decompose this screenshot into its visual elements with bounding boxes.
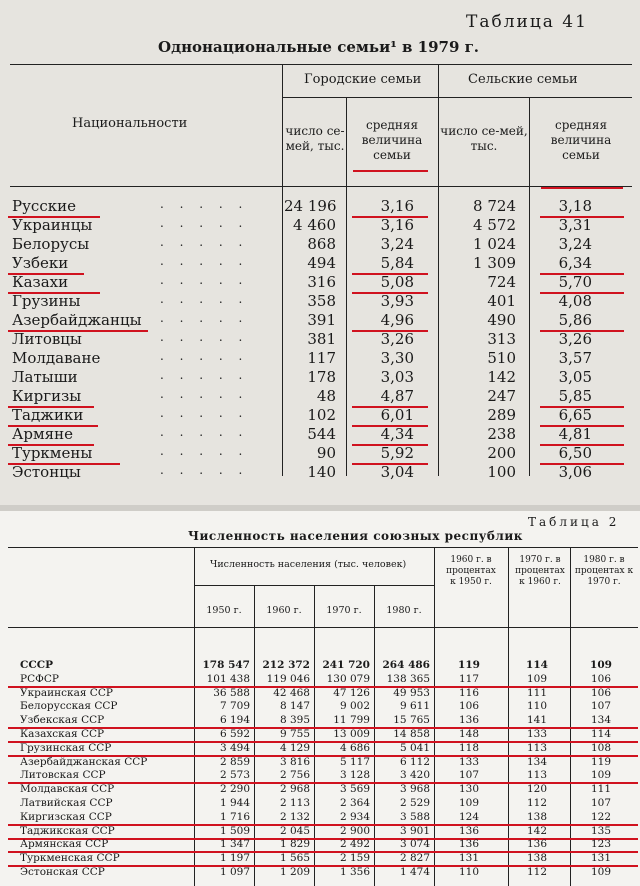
urban-avg: 3,04 bbox=[380, 463, 414, 481]
urban-avg: 3,16 bbox=[380, 197, 414, 215]
urban-count: 140 bbox=[307, 463, 336, 481]
header-pct-1970-1960: 1970 г. в процентах к 1960 г. bbox=[515, 555, 565, 587]
percent-value: 112 bbox=[526, 866, 548, 878]
leader-dots: . . . . . bbox=[160, 197, 249, 211]
population-value: 14 858 bbox=[393, 728, 430, 740]
nationality-name: Таджики bbox=[12, 406, 84, 424]
population-value: 2 756 bbox=[279, 769, 310, 782]
header-nationalities: Национальности bbox=[72, 116, 188, 131]
leader-dots: . . . . . bbox=[160, 368, 249, 382]
urban-count: 381 bbox=[307, 330, 336, 348]
republic-name: РСФСР bbox=[20, 672, 59, 685]
urban-count: 544 bbox=[307, 425, 336, 443]
population-value: 3 074 bbox=[399, 838, 430, 851]
percent-value: 109 bbox=[526, 672, 548, 685]
urban-avg: 3,24 bbox=[380, 235, 414, 253]
population-value: 1 209 bbox=[279, 866, 310, 878]
percent-value: 111 bbox=[590, 783, 612, 796]
rural-avg: 5,86 bbox=[558, 311, 592, 329]
urban-count: 102 bbox=[307, 406, 336, 424]
republic-name: Эстонская ССР bbox=[20, 866, 105, 878]
population-value: 9 002 bbox=[339, 700, 370, 713]
rural-count: 724 bbox=[487, 273, 516, 291]
population-value: 2 290 bbox=[219, 783, 250, 796]
republic-name: Молдавская ССР bbox=[20, 783, 115, 796]
population-value: 8 395 bbox=[279, 714, 310, 727]
republic-name: Азербайджанская ССР bbox=[20, 755, 148, 768]
rural-count: 510 bbox=[487, 349, 516, 367]
leader-dots: . . . . . bbox=[160, 273, 249, 287]
population-value: 9 611 bbox=[399, 700, 430, 713]
nationality-name: Эстонцы bbox=[12, 463, 81, 481]
urban-avg: 3,03 bbox=[380, 368, 414, 386]
population-value: 3 816 bbox=[279, 755, 310, 768]
urban-count: 90 bbox=[316, 444, 336, 462]
population-value: 5 117 bbox=[339, 755, 370, 768]
population-value: 2 934 bbox=[339, 810, 370, 823]
percent-value: 124 bbox=[458, 810, 480, 823]
percent-value: 119 bbox=[590, 755, 612, 768]
urban-avg: 5,08 bbox=[380, 273, 414, 291]
header-urban-families: Городские семьи bbox=[304, 72, 422, 87]
percent-value: 106 bbox=[590, 672, 612, 685]
table-2-label: Таблица 2 bbox=[528, 515, 620, 529]
header-rural-families: Сельские семьи bbox=[468, 72, 578, 87]
percent-value: 106 bbox=[590, 686, 612, 699]
rural-avg: 5,70 bbox=[558, 273, 592, 291]
population-value: 2 132 bbox=[279, 810, 310, 823]
header-urban-count: число се-мей, тыс. bbox=[285, 124, 345, 153]
population-value: 3 569 bbox=[339, 783, 370, 796]
population-value: 2 900 bbox=[339, 824, 370, 837]
rural-avg: 4,81 bbox=[558, 425, 592, 443]
percent-value: 109 bbox=[458, 797, 480, 809]
population-value: 2 529 bbox=[399, 797, 430, 809]
population-value: 1 097 bbox=[219, 866, 250, 878]
population-value: 3 901 bbox=[399, 824, 430, 837]
republic-name: Латвийская ССР bbox=[20, 797, 113, 809]
percent-value: 148 bbox=[458, 728, 480, 740]
population-value: 101 438 bbox=[206, 672, 250, 685]
percent-value: 134 bbox=[590, 714, 612, 727]
population-value: 15 765 bbox=[393, 714, 430, 727]
rural-count: 200 bbox=[487, 444, 516, 462]
rural-count: 8 724 bbox=[473, 197, 516, 215]
header-year-1980: 1980 г. bbox=[386, 605, 422, 616]
urban-avg: 5,84 bbox=[380, 254, 414, 272]
leader-dots: . . . . . bbox=[160, 292, 249, 306]
header-rural-count: число се-мей, тыс. bbox=[440, 124, 528, 153]
rural-count: 247 bbox=[487, 387, 516, 405]
rural-count: 490 bbox=[487, 311, 516, 329]
table-41-title: Однонациональные семьи¹ в 1979 г. bbox=[158, 38, 480, 56]
population-value: 47 126 bbox=[333, 686, 370, 699]
population-value: 3 128 bbox=[339, 769, 370, 782]
rural-avg: 3,24 bbox=[558, 235, 592, 253]
nationality-name: Азербайджанцы bbox=[12, 311, 142, 329]
population-value: 1 356 bbox=[339, 866, 370, 878]
population-value: 212 372 bbox=[262, 659, 310, 671]
header-population: Численность населения (тыс. человек) bbox=[210, 559, 407, 570]
population-value: 1 197 bbox=[219, 852, 250, 865]
leader-dots: . . . . . bbox=[160, 406, 249, 420]
rural-count: 4 572 bbox=[473, 216, 516, 234]
leader-dots: . . . . . bbox=[160, 463, 249, 477]
header-rural-avg: средняя величина семьи bbox=[550, 118, 612, 162]
urban-avg: 3,30 bbox=[380, 349, 414, 367]
percent-value: 122 bbox=[590, 810, 612, 823]
rural-count: 100 bbox=[487, 463, 516, 481]
urban-count: 316 bbox=[307, 273, 336, 291]
nationality-name: Грузины bbox=[12, 292, 81, 310]
header-year-1960: 1960 г. bbox=[266, 605, 302, 616]
percent-value: 110 bbox=[526, 700, 548, 713]
nationality-name: Латыши bbox=[12, 368, 78, 386]
population-value: 2 159 bbox=[339, 852, 370, 865]
percent-value: 106 bbox=[458, 700, 480, 713]
percent-value: 133 bbox=[526, 728, 548, 740]
percent-value: 112 bbox=[526, 797, 548, 809]
population-value: 1 829 bbox=[279, 838, 310, 851]
percent-value: 142 bbox=[526, 824, 548, 837]
rural-count: 289 bbox=[487, 406, 516, 424]
leader-dots: . . . . . bbox=[160, 387, 249, 401]
republic-name: Киргизская ССР bbox=[20, 810, 112, 823]
percent-value: 141 bbox=[526, 714, 548, 727]
leader-dots: . . . . . bbox=[160, 216, 249, 230]
percent-value: 107 bbox=[590, 797, 612, 809]
population-value: 2 573 bbox=[219, 769, 250, 782]
leader-dots: . . . . . bbox=[160, 425, 249, 439]
rural-count: 238 bbox=[487, 425, 516, 443]
percent-value: 114 bbox=[590, 728, 612, 740]
urban-avg: 6,01 bbox=[380, 406, 414, 424]
urban-avg: 5,92 bbox=[380, 444, 414, 462]
rural-avg: 6,50 bbox=[558, 444, 592, 462]
republic-name: Грузинская ССР bbox=[20, 741, 112, 754]
republic-name: Таджикская ССР bbox=[20, 824, 115, 837]
population-value: 130 079 bbox=[326, 672, 370, 685]
leader-dots: . . . . . bbox=[160, 235, 249, 249]
urban-avg: 3,93 bbox=[380, 292, 414, 310]
urban-count: 868 bbox=[307, 235, 336, 253]
percent-value: 120 bbox=[526, 783, 548, 796]
percent-value: 110 bbox=[458, 866, 480, 878]
table-2-scan bbox=[0, 511, 640, 886]
population-value: 2 859 bbox=[219, 755, 250, 768]
urban-count: 24 196 bbox=[284, 197, 337, 215]
urban-avg: 3,16 bbox=[380, 216, 414, 234]
population-value: 2 364 bbox=[339, 797, 370, 809]
leader-dots: . . . . . bbox=[160, 311, 249, 325]
percent-value: 136 bbox=[458, 714, 480, 727]
population-value: 2 045 bbox=[279, 824, 310, 837]
nationality-name: Туркмены bbox=[12, 444, 93, 462]
population-value: 36 588 bbox=[213, 686, 250, 699]
nationality-name: Киргизы bbox=[12, 387, 82, 405]
rural-avg: 6,34 bbox=[558, 254, 592, 272]
percent-value: 118 bbox=[458, 741, 480, 754]
percent-value: 136 bbox=[458, 824, 480, 837]
population-value: 1 944 bbox=[219, 797, 250, 809]
population-value: 1 474 bbox=[399, 866, 430, 878]
population-value: 2 113 bbox=[279, 797, 310, 809]
nationality-name: Узбеки bbox=[12, 254, 69, 272]
rural-count: 142 bbox=[487, 368, 516, 386]
urban-avg: 4,96 bbox=[380, 311, 414, 329]
header-pct-1980-1970: 1980 г. в процентах к 1970 г. bbox=[574, 555, 634, 587]
nationality-name: Молдаване bbox=[12, 349, 101, 367]
urban-count: 358 bbox=[307, 292, 336, 310]
population-value: 1 716 bbox=[219, 810, 250, 823]
population-value: 6 194 bbox=[219, 714, 250, 727]
population-value: 11 799 bbox=[333, 714, 370, 727]
nationality-name: Русские bbox=[12, 197, 76, 215]
header-urban-avg: средняя величина семьи bbox=[361, 118, 423, 162]
population-value: 4 686 bbox=[339, 741, 370, 754]
percent-value: 136 bbox=[526, 838, 548, 851]
rural-avg: 3,06 bbox=[558, 463, 592, 481]
percent-value: 109 bbox=[590, 769, 612, 782]
leader-dots: . . . . . bbox=[160, 349, 249, 363]
percent-value: 114 bbox=[526, 659, 548, 671]
urban-count: 178 bbox=[307, 368, 336, 386]
percent-value: 130 bbox=[458, 783, 480, 796]
rural-count: 1 024 bbox=[473, 235, 516, 253]
percent-value: 133 bbox=[458, 755, 480, 768]
urban-count: 4 460 bbox=[293, 216, 336, 234]
population-value: 7 709 bbox=[219, 700, 250, 713]
percent-value: 113 bbox=[526, 769, 548, 782]
nationality-name: Белорусы bbox=[12, 235, 90, 253]
republic-name: Армянская ССР bbox=[20, 838, 109, 851]
republic-name: Туркменская ССР bbox=[20, 852, 120, 865]
percent-value: 135 bbox=[590, 824, 612, 837]
population-value: 3 420 bbox=[399, 769, 430, 782]
header-year-1950: 1950 г. bbox=[206, 605, 242, 616]
rural-avg: 3,31 bbox=[558, 216, 592, 234]
population-value: 2 492 bbox=[339, 838, 370, 851]
rural-count: 313 bbox=[487, 330, 516, 348]
population-value: 138 365 bbox=[386, 672, 430, 685]
percent-value: 117 bbox=[458, 672, 480, 685]
percent-value: 109 bbox=[590, 659, 612, 671]
urban-avg: 4,87 bbox=[380, 387, 414, 405]
urban-count: 494 bbox=[307, 254, 336, 272]
nationality-name: Литовцы bbox=[12, 330, 82, 348]
rural-avg: 3,57 bbox=[558, 349, 592, 367]
population-value: 49 953 bbox=[393, 686, 430, 699]
leader-dots: . . . . . bbox=[160, 330, 249, 344]
rural-avg: 4,08 bbox=[558, 292, 592, 310]
population-value: 8 147 bbox=[279, 700, 310, 713]
percent-value: 138 bbox=[526, 810, 548, 823]
population-value: 241 720 bbox=[322, 659, 370, 671]
nationality-name: Армяне bbox=[12, 425, 73, 443]
population-value: 3 494 bbox=[219, 741, 250, 754]
leader-dots: . . . . . bbox=[160, 254, 249, 268]
rural-avg: 5,85 bbox=[558, 387, 592, 405]
republic-name: Украинская ССР bbox=[20, 686, 113, 699]
leader-dots: . . . . . bbox=[160, 444, 249, 458]
republic-name: СССР bbox=[20, 659, 53, 671]
population-value: 6 592 bbox=[219, 728, 250, 740]
percent-value: 113 bbox=[526, 741, 548, 754]
percent-value: 138 bbox=[526, 852, 548, 865]
urban-count: 117 bbox=[307, 349, 336, 367]
percent-value: 131 bbox=[458, 852, 480, 865]
rural-count: 401 bbox=[487, 292, 516, 310]
rural-count: 1 309 bbox=[473, 254, 516, 272]
percent-value: 116 bbox=[458, 686, 480, 699]
population-value: 119 046 bbox=[266, 672, 310, 685]
republic-name: Белорусская ССР bbox=[20, 700, 118, 713]
percent-value: 107 bbox=[590, 700, 612, 713]
population-value: 3 588 bbox=[399, 810, 430, 823]
republic-name: Литовская ССР bbox=[20, 769, 106, 782]
rural-avg: 3,18 bbox=[558, 197, 592, 215]
population-value: 3 968 bbox=[399, 783, 430, 796]
percent-value: 119 bbox=[458, 659, 480, 671]
population-value: 178 547 bbox=[202, 659, 250, 671]
population-value: 6 112 bbox=[399, 755, 430, 768]
population-value: 5 041 bbox=[399, 741, 430, 754]
population-value: 1 565 bbox=[279, 852, 310, 865]
header-pct-1960-1950: 1960 г. в процентах к 1950 г. bbox=[446, 555, 496, 587]
republic-name: Казахская ССР bbox=[20, 728, 105, 740]
percent-value: 134 bbox=[526, 755, 548, 768]
population-value: 1 509 bbox=[219, 824, 250, 837]
rural-avg: 6,65 bbox=[558, 406, 592, 424]
urban-count: 48 bbox=[316, 387, 336, 405]
percent-value: 123 bbox=[590, 838, 612, 851]
header-year-1970: 1970 г. bbox=[326, 605, 362, 616]
percent-value: 107 bbox=[458, 769, 480, 782]
percent-value: 136 bbox=[458, 838, 480, 851]
urban-avg: 3,26 bbox=[380, 330, 414, 348]
rural-avg: 3,05 bbox=[558, 368, 592, 386]
nationality-name: Казахи bbox=[12, 273, 69, 291]
population-value: 13 009 bbox=[333, 728, 370, 740]
percent-value: 108 bbox=[590, 741, 612, 754]
table-41-label: Таблица 41 bbox=[466, 12, 588, 32]
population-value: 2 968 bbox=[279, 783, 310, 796]
population-value: 42 468 bbox=[273, 686, 310, 699]
population-value: 1 347 bbox=[219, 838, 250, 851]
population-value: 264 486 bbox=[382, 659, 430, 671]
population-value: 2 827 bbox=[399, 852, 430, 865]
percent-value: 111 bbox=[526, 686, 548, 699]
rural-avg: 3,26 bbox=[558, 330, 592, 348]
table-2-title: Численность населения союзных республик bbox=[188, 529, 523, 543]
republic-name: Узбекская ССР bbox=[20, 714, 105, 727]
nationality-name: Украинцы bbox=[12, 216, 93, 234]
population-value: 9 755 bbox=[279, 728, 310, 740]
population-value: 4 129 bbox=[279, 741, 310, 754]
percent-value: 109 bbox=[590, 866, 612, 878]
percent-value: 131 bbox=[590, 852, 612, 865]
urban-count: 391 bbox=[307, 311, 336, 329]
urban-avg: 4,34 bbox=[380, 425, 414, 443]
